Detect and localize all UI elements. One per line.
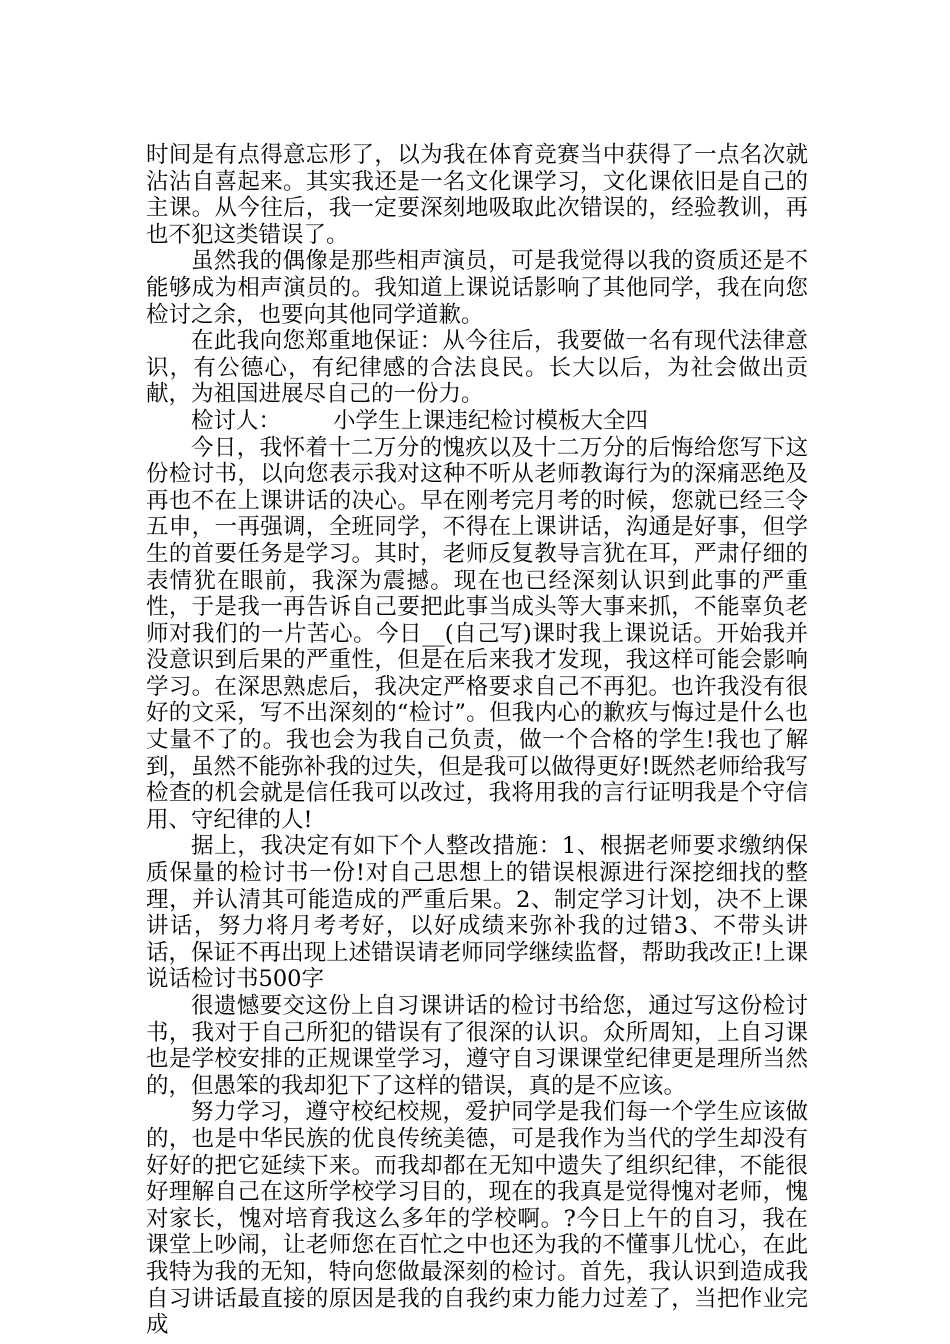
paragraph-7: 努力学习，遵守校纪校规，爱护同学是我们每一个学生应该做的，也是中华民族的优良传统美德，可是我作为当代的学生却没有好好的把它延续下来。而我却都在无知中遗失了组织纪律，不能很好理解自己在这所学校学习目的，现在的我真是觉得愧对老师，愧对家长，愧对培育我这么多年的学校啊。?今日上午的自习，我在课堂上吵闹，让老师您在百忙之中也还为我的不懂事儿忧心，在此我特为我的无知，特向您做最深刻的检讨。首先，我认识到造成我自习讲话最直接的原因是我的自我约束力能力过差了，当把作业完成 xyxy=(146,1099,808,1339)
signature-label: 检讨人： xyxy=(191,407,282,434)
paragraph-5: 据上，我决定有如下个人整改措施：1、根据老师要求缴纳保质保量的检讨书一份!对自己思想上的错误根源进行深挖细找的整理，并认清其可能造成的严重后果。2、制定学习计划，决不上课讲话，努力将月考考好，以好成绩来弥补我的过错3、不带头讲话，保证不再出现上述错误请老师同学继续监督，帮助我改正!上课说话检讨书500字 xyxy=(146,833,808,993)
paragraph-4: 今日，我怀着十二万分的愧疚以及十二万分的后悔给您写下这份检讨书，以向您表示我对这种不听从老师教诲行为的深痛恶绝及再也不在上课讲话的决心。早在刚考完月考的时候，您就已经三令五申，一再强调，全班同学，不得在上课讲话，沟通是好事，但学生的首要任务是学习。其时，老师反复教导言犹在耳，严肃仔细的表情犹在眼前，我深为震撼。现在也已经深刻认识到此事的严重性，于是我一再告诉自己要把此事当成头等大事来抓，不能辜负老师对我们的一片苦心。今日__(自己写)课时我上课说话。开始我并没意识到后果的严重性，但是在后来我才发现，我这样可能会影响学习。在深思熟虑后，我决定严格要求自己不再犯。也许我没有很好的文采，写不出深刻的“检讨”。但我内心的歉疚与悔过是什么也丈量不了的。我也会为我自己负责，做一个合格的学生!我也了解到，虽然不能弥补我的过失，但是我可以做得更好!既然老师给我写检查的机会就是信任我可以改过，我将用我的言行证明我是个守信用、守纪律的人! xyxy=(146,434,808,833)
paragraph-6: 很遗憾要交这份上自习课讲话的检讨书给您，通过写这份检讨书，我对于自己所犯的错误有了很深的认识。众所周知，上自习课也是学校安排的正规课堂学习，遵守自习课课堂纪律更是理所当然的，但愚笨的我却犯下了这样的错误，真的是不应该。 xyxy=(146,993,808,1099)
section-title: 小学生上课违纪检讨模板大全四 xyxy=(333,407,649,434)
paragraph-1: 时间是有点得意忘形了，以为我在体育竞赛当中获得了一点名次就沾沾自喜起来。其实我还是一名文化课学习，文化课依旧是自己的主课。从今往后，我一定要深刻地吸取此次错误的，经验教训，再也不犯这类错误了。 xyxy=(146,142,808,248)
document-body xyxy=(146,142,808,1339)
paragraph-3: 在此我向您郑重地保证：从今往后，我要做一名有现代法律意识，有公德心，有纪律感的合法良民。长大以后，为社会做出贡献，为祖国进展尽自己的一份力。 xyxy=(146,328,808,408)
signature-line xyxy=(146,408,808,435)
paragraph-2: 虽然我的偶像是那些相声演员，可是我觉得以我的资质还是不能够成为相声演员的。我知道上课说话影响了其他同学，我在向您检讨之余，也要向其他同学道歉。 xyxy=(146,248,808,328)
